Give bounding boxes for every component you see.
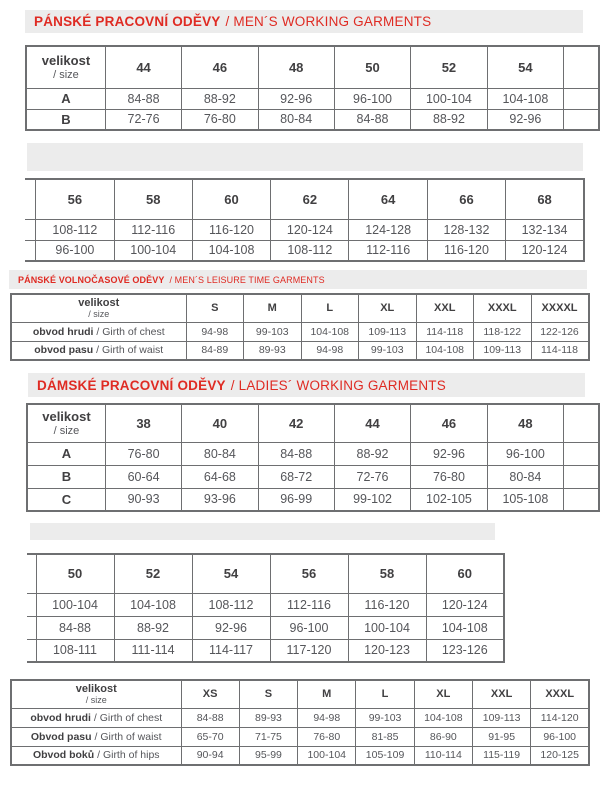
value-cell: 118-122 [474,322,532,341]
clipped-label-cell [25,219,36,240]
label-en: / Girth of chest [93,325,165,338]
value-cell: 132-134 [506,219,584,240]
value-cell: 84-89 [186,341,244,360]
value-cell: 123-126 [426,639,504,662]
separator-bar [27,143,583,171]
value-cell: 94-98 [301,341,359,360]
value-cell: 89-93 [239,708,297,727]
size-label: / size [88,309,110,320]
size-header-cell: 38 [105,404,181,442]
hips-girth-label [11,746,181,765]
size-header-cell: 46 [182,46,258,88]
measurement-row-c [27,639,504,662]
empty-cell [564,109,599,130]
value-cell: 120-123 [348,639,426,662]
value-cell: 96-100 [36,240,114,261]
size-header-cell: 54 [192,554,270,593]
measurement-row-a [26,88,599,109]
size-header-cell: 50 [36,554,114,593]
label-cz: Obvod pasu [30,730,92,743]
header-row [25,179,584,219]
value-cell: 116-120 [427,240,505,261]
clipped-label-cell [27,639,36,662]
mens-working-title [25,10,583,33]
size-label: / size [85,695,107,706]
value-cell: 92-96 [411,442,487,465]
measurement-row-a [27,442,599,465]
value-cell: 76-80 [182,109,258,130]
value-cell: 96-100 [531,727,589,746]
value-cell: 104-108 [192,240,270,261]
value-cell: 108-111 [36,639,114,662]
waist-girth-row [11,341,589,360]
ladies-measurements-table [10,679,590,766]
velikost-label: velikost [78,297,120,310]
value-cell: 88-92 [411,109,487,130]
size-label-cell [11,680,181,708]
value-cell: 76-80 [411,465,487,488]
size-header-cell: XL [414,680,472,708]
value-cell: 120-125 [531,746,589,765]
size-label-cell [11,294,186,322]
value-cell: 100-104 [114,240,192,261]
value-cell: 111-114 [114,639,192,662]
value-cell: 65-70 [181,727,239,746]
value-cell: 108-112 [36,219,114,240]
value-cell: 64-68 [182,465,258,488]
value-cell: 88-92 [182,88,258,109]
size-header-cell: XXXL [531,680,589,708]
measurement-row-b [27,616,504,639]
size-header-cell: M [298,680,356,708]
empty-cell [564,46,599,88]
label-cz: Obvod boků [32,749,95,762]
value-cell: 99-103 [359,341,417,360]
size-header-cell: L [301,294,359,322]
value-cell: 100-104 [348,616,426,639]
size-header-cell: 44 [105,46,181,88]
ladies-working-sizes-table-1 [26,403,600,512]
value-cell: 108-112 [271,240,349,261]
clipped-label-cell [27,593,36,616]
clipped-label-cell [25,240,36,261]
size-header-cell: 68 [506,179,584,219]
clipped-label-cell [27,616,36,639]
size-header-cell: 64 [349,179,427,219]
waist-girth-label [11,727,181,746]
header-row [27,554,504,593]
value-cell: 124-128 [349,219,427,240]
value-cell: 94-98 [298,708,356,727]
value-cell: 114-117 [192,639,270,662]
measurement-row-b [27,465,599,488]
size-header-cell: XS [181,680,239,708]
value-cell: 95-99 [239,746,297,765]
row-label-a: A [27,442,105,465]
value-cell: 72-76 [105,109,181,130]
size-header-cell: 60 [192,179,270,219]
size-header-cell: 52 [411,46,487,88]
value-cell: 86-90 [414,727,472,746]
size-header-cell: 48 [487,404,563,442]
value-cell: 76-80 [298,727,356,746]
header-row [26,46,599,88]
measurement-row-b [26,109,599,130]
empty-cell [564,488,599,511]
label-en: / Girth of hips [94,749,160,762]
mens-working-sizes-table-2 [25,178,585,262]
value-cell: 92-96 [487,109,563,130]
value-cell: 93-96 [182,488,258,511]
chest-girth-label [11,322,186,341]
header-row [11,294,589,322]
size-header-cell: L [356,680,414,708]
header-row [27,404,599,442]
measurement-row-c [27,488,599,511]
value-cell: 89-93 [244,341,302,360]
value-cell: 60-64 [105,465,181,488]
label-en: / Girth of waist [93,344,164,357]
mens-working-sizes-table-1 [25,45,600,131]
value-cell: 120-124 [506,240,584,261]
value-cell: 109-113 [472,708,530,727]
value-cell: 116-120 [192,219,270,240]
value-cell: 112-116 [114,219,192,240]
value-cell: 99-102 [334,488,410,511]
value-cell: 99-103 [244,322,302,341]
size-header-cell: 48 [258,46,334,88]
value-cell: 90-93 [105,488,181,511]
size-header-cell: XXXL [474,294,532,322]
value-cell: 102-105 [411,488,487,511]
value-cell: 110-114 [414,746,472,765]
value-cell: 84-88 [36,616,114,639]
value-cell: 109-113 [359,322,417,341]
value-cell: 104-108 [487,88,563,109]
value-cell: 128-132 [427,219,505,240]
size-header-cell: S [239,680,297,708]
value-cell: 104-108 [416,341,474,360]
mens-leisure-table [10,293,590,361]
value-cell: 115-119 [472,746,530,765]
chest-girth-label [11,708,181,727]
size-header-cell: 66 [427,179,505,219]
size-header-cell: 50 [334,46,410,88]
value-cell: 100-104 [298,746,356,765]
value-cell: 76-80 [105,442,181,465]
mens-leisure-title-cz: PÁNSKÉ VOLNOČASOVÉ ODĚVY [18,274,165,285]
size-header-cell: 54 [487,46,563,88]
row-label-b: B [27,465,105,488]
label-cz: obvod hrudi [32,325,94,338]
hips-girth-row [11,746,589,765]
value-cell: 99-103 [356,708,414,727]
size-label-cell [26,46,105,88]
clipped-label-cell [25,179,36,219]
ladies-working-title-en: / LADIES´ WORKING GARMENTS [230,377,446,393]
value-cell: 104-108 [426,616,504,639]
value-cell: 100-104 [411,88,487,109]
empty-cell [564,465,599,488]
mens-working-title-en: / MEN´S WORKING GARMENTS [225,14,432,29]
value-cell: 120-124 [271,219,349,240]
size-header-cell: 44 [334,404,410,442]
clipped-label-cell [27,554,36,593]
mens-leisure-title [9,270,587,289]
value-cell: 90-94 [181,746,239,765]
size-header-cell: 62 [271,179,349,219]
waist-girth-row [11,727,589,746]
mens-leisure-title-en: / MEN´S LEISURE TIME GARMENTS [169,274,325,285]
mens-working-table-2-clip [25,178,585,270]
measurement-row-a [25,219,584,240]
value-cell: 92-96 [258,88,334,109]
value-cell: 104-108 [414,708,472,727]
measurement-row-b [25,240,584,261]
size-header-cell: XXL [472,680,530,708]
value-cell: 88-92 [334,442,410,465]
size-header-cell: XXXXL [531,294,589,322]
row-label-a: A [26,88,105,109]
value-cell: 96-99 [258,488,334,511]
value-cell: 104-108 [301,322,359,341]
velikost-label: velikost [41,53,91,69]
ladies-working-table-2-clip [27,553,505,668]
ladies-working-title-cz: DÁMSKÉ PRACOVNÍ ODĚVY [37,377,226,393]
size-header-cell: 56 [36,179,114,219]
value-cell: 84-88 [105,88,181,109]
value-cell: 80-84 [487,465,563,488]
value-cell: 80-84 [182,442,258,465]
value-cell: 80-84 [258,109,334,130]
value-cell: 105-108 [487,488,563,511]
mens-working-title-cz: PÁNSKÉ PRACOVNÍ ODĚVY [34,14,221,29]
size-label: / size [53,425,80,438]
label-en: / Girth of waist [91,730,162,743]
value-cell: 122-126 [531,322,589,341]
size-label: / size [53,69,79,82]
value-cell: 88-92 [114,616,192,639]
value-cell: 96-100 [270,616,348,639]
velikost-label: velikost [75,683,117,696]
value-cell: 71-75 [239,727,297,746]
value-cell: 84-88 [334,109,410,130]
value-cell: 96-100 [334,88,410,109]
value-cell: 109-113 [474,341,532,360]
size-header-cell: 60 [426,554,504,593]
size-header-cell: XL [359,294,417,322]
size-header-cell: M [244,294,302,322]
value-cell: 81-85 [356,727,414,746]
value-cell: 100-104 [36,593,114,616]
value-cell: 96-100 [487,442,563,465]
empty-cell [564,404,599,442]
value-cell: 105-109 [356,746,414,765]
row-label-b: B [26,109,105,130]
value-cell: 108-112 [192,593,270,616]
size-header-cell: 58 [114,179,192,219]
empty-cell [564,88,599,109]
size-header-cell: 42 [258,404,334,442]
waist-girth-label [11,341,186,360]
value-cell: 114-118 [416,322,474,341]
value-cell: 112-116 [349,240,427,261]
size-header-cell: 56 [270,554,348,593]
label-cz: obvod hrudi [30,711,91,724]
size-header-cell: 58 [348,554,426,593]
value-cell: 114-120 [531,708,589,727]
ladies-working-title [28,373,585,397]
value-cell: 92-96 [192,616,270,639]
size-header-cell: 46 [411,404,487,442]
chest-girth-row [11,322,589,341]
value-cell: 112-116 [270,593,348,616]
size-label-cell [27,404,105,442]
ladies-working-sizes-table-2 [27,553,505,663]
size-header-cell: 52 [114,554,192,593]
header-row [11,680,589,708]
measurement-row-a [27,593,504,616]
size-header-cell: 40 [182,404,258,442]
value-cell: 68-72 [258,465,334,488]
value-cell: 84-88 [258,442,334,465]
size-header-cell: XXL [416,294,474,322]
size-header-cell: S [186,294,244,322]
velikost-label: velikost [42,409,91,425]
empty-cell [564,442,599,465]
value-cell: 72-76 [334,465,410,488]
value-cell: 84-88 [181,708,239,727]
value-cell: 104-108 [114,593,192,616]
value-cell: 114-118 [531,341,589,360]
row-label-c: C [27,488,105,511]
label-cz: obvod pasu [34,344,94,357]
value-cell: 117-120 [270,639,348,662]
label-en: / Girth of chest [90,711,163,724]
separator-bar [30,523,495,540]
value-cell: 120-124 [426,593,504,616]
value-cell: 116-120 [348,593,426,616]
value-cell: 94-98 [186,322,244,341]
chest-girth-row [11,708,589,727]
value-cell: 91-95 [472,727,530,746]
